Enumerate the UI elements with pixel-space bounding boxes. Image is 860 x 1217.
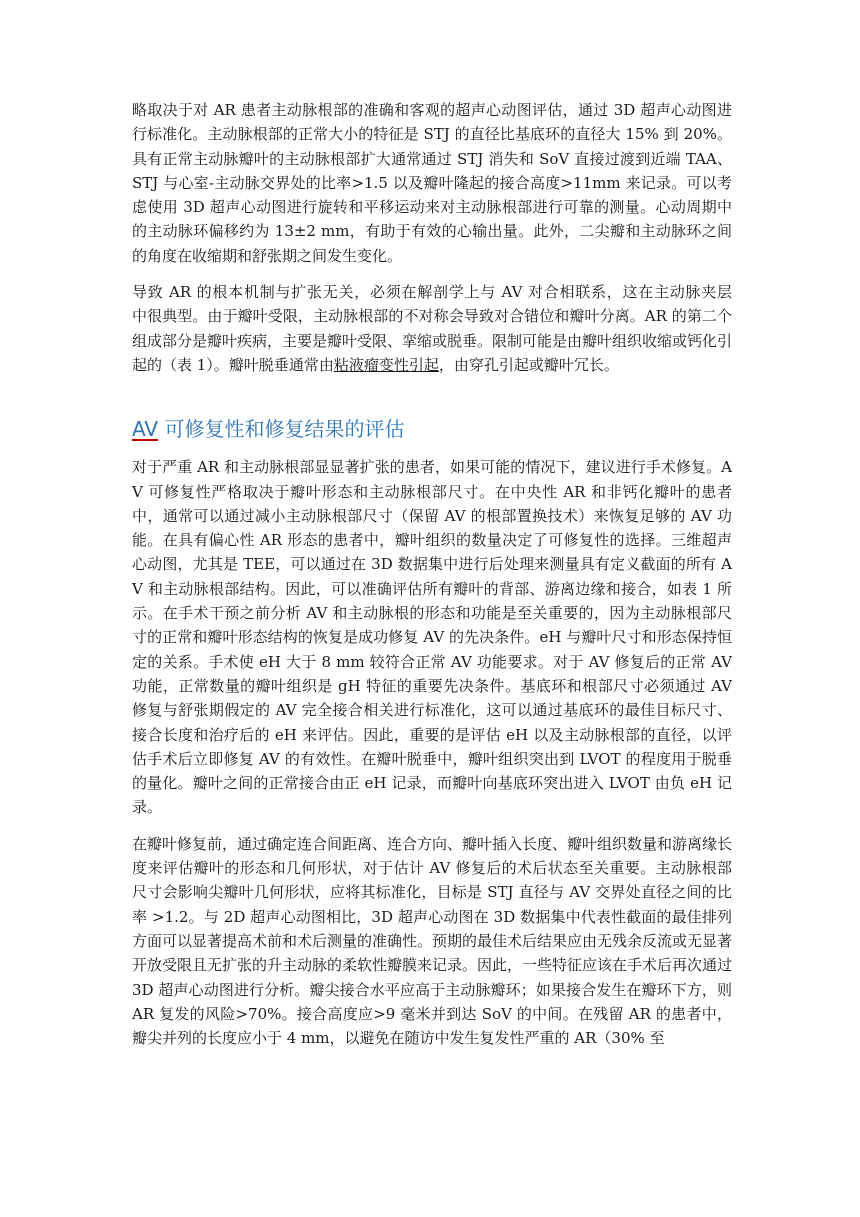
paragraph-repairability: 对于严重 AR 和主动脉根部显显著扩张的患者，如果可能的情况下，建议进行手术修复。AV 可修复性严格取决于瓣叶形态和主动脉根部尺寸。在中央性 AR 和非钙化瓣叶的患者中，通常可以通过减小主动脉根部尺寸（保留 AV 的根部置换技术）来恢复足够的 AV 功能。在具有偏心性 AR 形态的患者中，瓣叶组织的数量决定了可修复性的选择。三维超声心动图，尤其是 TEE，可以通过在 3D 数据集中进行后处理来测量具有定义截面的所有 AV 和主动脉根部结构。因此，可以准确评估所有瓣叶的背部、游离边缘和接合，如表 1 所示。在手术干预之前分析 AV 和主动脉根的形态和功能是至关重要的，因为主动脉根部尺寸的正常和瓣叶形态结构的恢复是成功修复 AV 的先决条件。eH 与瓣叶尺寸和形态保持恒定的关系。手术使 eH 大于 8 mm 较符合正常 AV 功能要求。对于 AV 修复后的正常 AV 功能，正常数量的瓣叶组织是 gH 特征的重要先决条件。基底环和根部尺寸必须通过 AV 修复与舒张期假定的 AV 完全接合相关进行标准化，这可以通过基底环的最佳目标尺寸、接合长度和治疗后的 eH 来评估。因此，重要的是评估 eH 以及主动脉根部的直径，以评估手术后立即修复 AV 的有效性。在瓣叶脱垂中，瓣叶组织突出到 LVOT 的程度用于脱垂的量化。瓣叶之间的正常接合由正 eH 记录，而瓣叶向基底环突出进入 LVOT 由负 eH 记录。 xyxy=(132,458,732,817)
paragraph-aortic-root: 略取决于对 AR 患者主动脉根部的准确和客观的超声心动图评估，通过 3D 超声心动图进行标准化。主动脉根部的正常大小的特征是 STJ 的直径比基底环的直径大 15% 到 20%。具有正常主动脉瓣叶的主动脉根部扩大通常通过 STJ 消失和 SoV 直接过渡到近端 TAA、STJ 与心室-主动脉交界处的比率>1.5 以及瓣叶隆起的接合高度>11mm 来记录。可以考虑使用 3D 超声心动图进行旋转和平移运动来对主动脉根部进行可靠的测量。心动周期中的主动脉环偏移约为 13±2 mm，有助于有效的心输出量。此外，二尖瓣和主动脉环之间的角度在收缩期和舒张期之间发生变化。 xyxy=(132,101,732,265)
heading-title: 可修复性和修复结果的评估 xyxy=(158,417,405,442)
paragraph-ar-mechanism-end: ，由穿孔引起或瓣叶冗长。 xyxy=(438,355,619,374)
myxomatous-degeneration-link[interactable]: 粘液瘤变性引起 xyxy=(333,355,439,374)
paragraph-ar-mechanism-start: 导致 AR 的根本机制与扩张无关，必须在解剖学上与 AV 对合相联系，这在主动脉夹层 中很典型。由于瓣叶受限，主动脉根部的不对称会导致对合错位和瓣叶分离。AR 的第二个组成部分是瓣叶疾病，主要是瓣叶受限、挛缩或脱垂。限制可能是由瓣叶组织收缩或钙化引起的（表 1）。瓣叶脱垂通常由 xyxy=(132,283,748,374)
paragraph-pre-repair: 在瓣叶修复前，通过确定连合间距离、连合方向、瓣叶插入长度、瓣叶组织数量和游离缘长度来评估瓣叶的形态和几何形状，对于估计 AV 修复后的术后状态至关重要。主动脉根部尺寸会影响尖瓣叶几何形状，应将其标准化，目标是 STJ 直径与 AV 交界处直径之间的比率 >1.2。与 2D 超声心动图相比，3D 超声心动图在 3D 数据集中代表性截面的最佳排列方面可以显著提高术前和术后测量的准确性。预期的最佳术后结果应由无残余反流或无显著开放受限且无扩张的升主动脉的柔软性瓣膜来记录。因此，一些特征应该在手术后再次通过 3D 超声心动图进行分析。瓣尖接合水平应高于主动脉瓣环；如果接合发生在瓣环下方，则 AR 复发的风险>70%。接合高度应>9 毫米并到达 SoV 的中间。在残留 AR 的患者中，瓣尖并列的长度应小于 4 mm，以避免在随访中发生复发性严重的 AR（30% 至 xyxy=(132,834,733,1048)
paragraph-ar-mechanism xyxy=(132,280,748,377)
section-heading xyxy=(132,415,732,443)
heading-av: AV xyxy=(132,417,159,442)
document-body xyxy=(132,98,748,1050)
